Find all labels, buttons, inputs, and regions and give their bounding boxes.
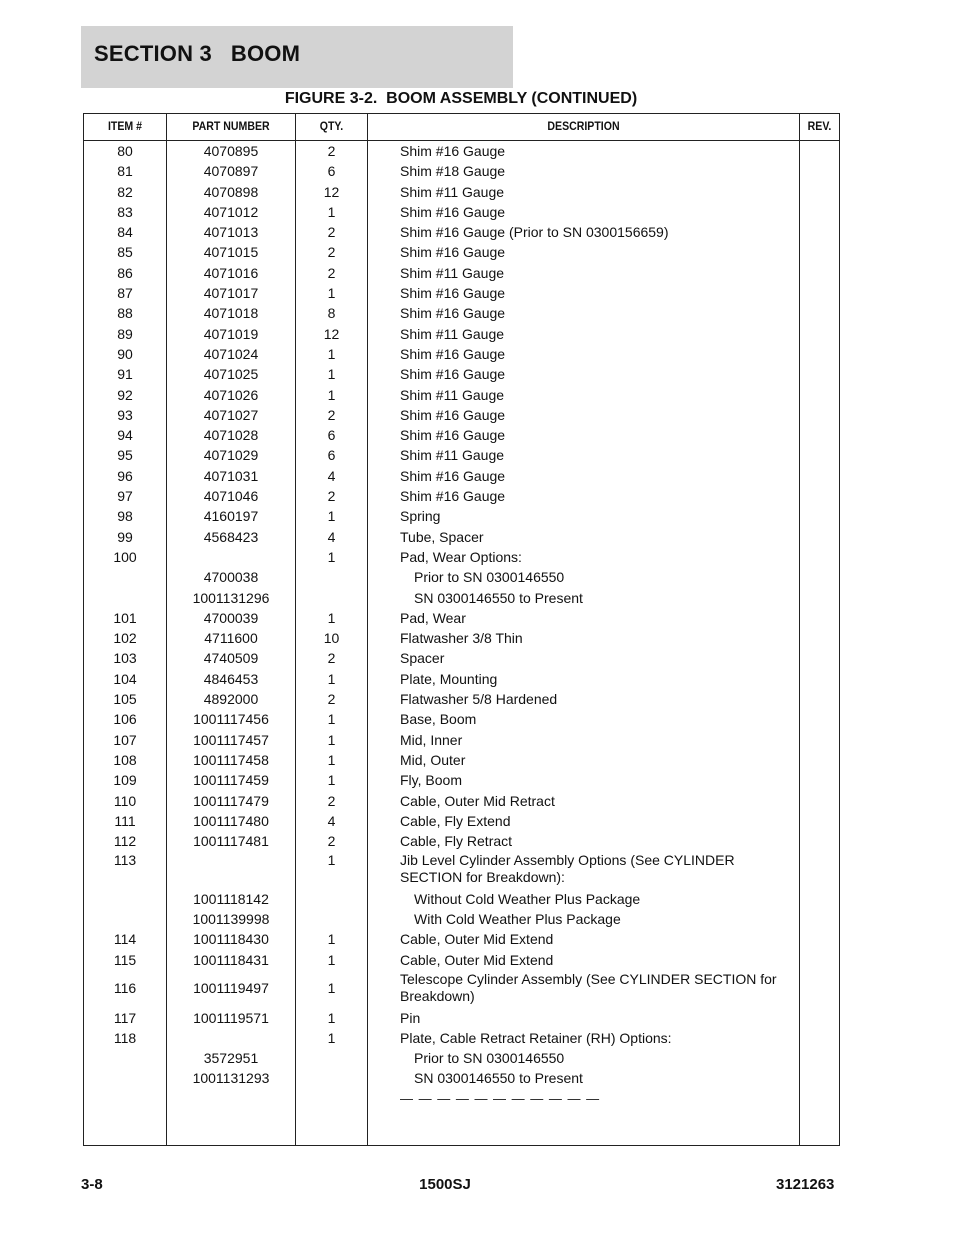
- table-row: [84, 588, 839, 608]
- table-row: [84, 889, 839, 909]
- part-number-cell: 4846453: [203, 670, 259, 687]
- description-cell: Shim #16 Gauge: [400, 305, 506, 322]
- item-number-cell: 114: [113, 931, 137, 948]
- quantity-cell: 1: [327, 345, 336, 362]
- part-number-cell: 1001117456: [193, 711, 269, 728]
- item-number-cell: 97: [117, 488, 133, 505]
- item-number-cell: 118: [113, 1029, 137, 1046]
- part-number-cell: 4160197: [203, 508, 259, 525]
- description-cell: Shim #16 Gauge: [400, 345, 506, 362]
- quantity-cell: 2: [327, 691, 336, 708]
- description-cell: Plate, Cable Retract Retainer (RH) Options:: [400, 1029, 672, 1046]
- table-row: [84, 466, 839, 486]
- table-row: [84, 851, 839, 889]
- section-title: SECTION 3 BOOM: [94, 41, 301, 66]
- quantity-cell: 1: [327, 1009, 336, 1026]
- item-number-cell: 99: [117, 528, 133, 545]
- part-number-cell: 4711600: [204, 630, 258, 647]
- item-number-cell: 109: [113, 772, 137, 789]
- item-number-cell: 98: [117, 508, 133, 525]
- item-number-cell: 85: [117, 244, 133, 261]
- part-number-cell: 4071026: [203, 386, 259, 403]
- table-row: [84, 791, 839, 811]
- quantity-cell: 1: [327, 711, 336, 728]
- part-number-cell: 1001118431: [193, 951, 269, 968]
- item-number-cell: 110: [113, 792, 137, 809]
- part-number-cell: 1001131296: [192, 589, 270, 606]
- part-number-cell: 1001117458: [193, 751, 269, 768]
- table-row: [84, 689, 839, 709]
- item-number-cell: 92: [117, 386, 133, 403]
- part-number-cell: 4071027: [203, 406, 259, 423]
- description-cell: SN 0300146550 to Present: [414, 1070, 583, 1087]
- item-number-cell: 111: [114, 812, 136, 829]
- description-cell: Shim #11 Gauge: [400, 447, 505, 464]
- quantity-cell: 1: [327, 366, 336, 383]
- model-name: 1500SJ: [419, 1176, 471, 1193]
- item-number-cell: 105: [113, 691, 137, 708]
- item-number-cell: 95: [117, 447, 133, 464]
- column-header-part-number: PART NUMBER: [192, 119, 270, 133]
- table-row: [84, 709, 839, 729]
- description-cell: SN 0300146550 to Present: [414, 589, 583, 606]
- table-row: [84, 929, 839, 949]
- description-cell: Shim #11 Gauge: [400, 325, 505, 342]
- item-number-cell: 104: [113, 670, 137, 687]
- description-cell: Cable, Fly Retract: [400, 833, 513, 850]
- end-of-list-marker: — — — — — — — — — — —: [400, 1090, 601, 1106]
- quantity-cell: 12: [323, 183, 340, 200]
- description-cell: Shim #11 Gauge: [400, 183, 505, 200]
- item-number-cell: 90: [117, 345, 133, 362]
- quantity-cell: 1: [327, 951, 336, 968]
- part-number-cell: 1001139998: [192, 911, 270, 928]
- table-row: [84, 506, 839, 526]
- quantity-cell: 1: [327, 772, 336, 789]
- item-number-cell: 86: [117, 264, 133, 281]
- quantity-cell: 1: [327, 548, 336, 565]
- table-row: [84, 303, 839, 323]
- item-number-cell: 80: [117, 143, 133, 159]
- description-cell: Pad, Wear Options:: [400, 548, 522, 565]
- description-cell: Shim #16 Gauge: [400, 406, 506, 423]
- item-number-cell: 89: [117, 325, 133, 342]
- item-number-cell: 106: [113, 711, 137, 728]
- description-cell: Mid, Inner: [400, 731, 463, 748]
- part-number-cell: 4070898: [203, 183, 259, 200]
- quantity-cell: 4: [327, 467, 336, 484]
- description-cell: Cable, Outer Mid Extend: [400, 931, 554, 948]
- quantity-cell: 4: [327, 812, 336, 829]
- part-number-cell: 1001117481: [193, 833, 269, 850]
- quantity-cell: 1: [327, 285, 336, 302]
- quantity-cell: 2: [327, 650, 336, 667]
- description-cell: Pin: [400, 1009, 421, 1026]
- table-row: [84, 283, 839, 303]
- quantity-cell: 1: [327, 751, 336, 768]
- end-of-list-row: [84, 1089, 839, 1109]
- table-row: [84, 202, 839, 222]
- part-number-cell: 3572951: [203, 1050, 259, 1067]
- description-cell: Without Cold Weather Plus Package: [414, 890, 641, 907]
- table-row: [84, 182, 839, 202]
- quantity-cell: 1: [327, 508, 336, 525]
- quantity-cell: 1: [327, 609, 336, 626]
- table-row: [84, 628, 839, 648]
- table-row: [84, 141, 839, 161]
- table-row: [84, 222, 839, 242]
- quantity-cell: 1: [327, 386, 336, 403]
- part-number-cell: 1001117479: [193, 792, 269, 809]
- part-number-cell: 4071013: [203, 224, 259, 241]
- quantity-cell: 1: [327, 203, 336, 220]
- part-number-cell: 4700038: [203, 569, 259, 586]
- item-number-cell: 107: [113, 731, 137, 748]
- figure-title: FIGURE 3-2. BOOM ASSEMBLY (CONTINUED): [284, 90, 638, 107]
- description-cell: Spacer: [400, 650, 445, 667]
- item-number-cell: 100: [113, 548, 137, 565]
- section-header-band: [81, 26, 513, 88]
- table-row: [84, 364, 839, 384]
- part-number-cell: 4071017: [203, 285, 259, 302]
- part-number-cell: 4892000: [203, 691, 259, 708]
- quantity-cell: 1: [327, 1029, 336, 1046]
- table-row: [84, 324, 839, 344]
- table-row: [84, 950, 839, 970]
- item-number-cell: 115: [113, 951, 137, 968]
- table-row: [84, 263, 839, 283]
- description-cell: Shim #16 Gauge: [400, 244, 506, 261]
- table-row: [84, 445, 839, 465]
- table-row: [84, 730, 839, 750]
- description-cell: Shim #11 Gauge: [400, 264, 505, 281]
- table-row: [84, 648, 839, 668]
- quantity-cell: 1: [327, 931, 336, 948]
- item-number-cell: 91: [117, 366, 133, 383]
- parts-table: [83, 113, 840, 1146]
- description-cell: Tube, Spacer: [400, 528, 484, 545]
- part-number-cell: 4071016: [203, 264, 259, 281]
- quantity-cell: 6: [327, 427, 336, 444]
- table-row: [84, 405, 839, 425]
- description-cell: Telescope Cylinder Assembly (See CYLINDER SECTION for Breakdown): [400, 971, 777, 1005]
- table-row: [84, 750, 839, 770]
- description-cell: Flatwasher 3/8 Thin: [400, 630, 523, 647]
- quantity-cell: 4: [327, 528, 336, 545]
- table-row: [84, 567, 839, 587]
- description-cell: Shim #16 Gauge: [400, 143, 506, 159]
- column-header-description: DESCRIPTION: [547, 119, 620, 133]
- table-body: [84, 141, 839, 1109]
- description-cell: Shim #16 Gauge: [400, 285, 506, 302]
- item-number-cell: 93: [117, 406, 133, 423]
- column-header-item: ITEM #: [107, 119, 143, 133]
- part-number-cell: 4740509: [203, 650, 259, 667]
- quantity-cell: 2: [327, 264, 336, 281]
- quantity-cell: 2: [327, 224, 336, 241]
- table-row: [84, 486, 839, 506]
- description-cell: Pad, Wear: [400, 609, 466, 626]
- item-number-cell: 103: [113, 650, 137, 667]
- quantity-cell: 2: [327, 833, 336, 850]
- part-number-cell: 4070895: [203, 143, 259, 159]
- table-row: [84, 608, 839, 628]
- table-row: [84, 909, 839, 929]
- description-cell: Prior to SN 0300146550: [414, 1050, 565, 1067]
- column-header-rev: REV.: [807, 119, 832, 133]
- table-row: [84, 242, 839, 262]
- item-number-cell: 108: [113, 751, 137, 768]
- description-cell: Cable, Outer Mid Extend: [400, 951, 554, 968]
- description-cell: Spring: [400, 508, 441, 525]
- part-number-cell: 4568423: [203, 528, 259, 545]
- description-cell: Fly, Boom: [400, 772, 462, 789]
- table-row: [84, 831, 839, 851]
- table-row: [84, 527, 839, 547]
- item-number-cell: 83: [117, 203, 133, 220]
- description-cell: Shim #18 Gauge: [400, 163, 506, 180]
- quantity-cell: 2: [327, 244, 336, 261]
- part-number-cell: 4071012: [203, 203, 259, 220]
- item-number-cell: 88: [117, 305, 133, 322]
- part-number-cell: 1001118430: [193, 931, 269, 948]
- column-header-qty: QTY.: [319, 119, 344, 133]
- quantity-cell: 2: [327, 488, 336, 505]
- quantity-cell: 1: [327, 852, 336, 869]
- table-row: [84, 344, 839, 364]
- part-number-cell: 4700039: [203, 609, 259, 626]
- quantity-cell: 6: [327, 163, 336, 180]
- part-number-cell: 4071031: [203, 467, 259, 484]
- item-number-cell: 117: [113, 1009, 137, 1026]
- table-row: [84, 547, 839, 567]
- part-number-cell: 1001117457: [193, 731, 269, 748]
- description-cell: Base, Boom: [400, 711, 477, 728]
- part-number-cell: 4071019: [203, 325, 259, 342]
- item-number-cell: 82: [117, 183, 133, 200]
- quantity-cell: 2: [327, 143, 336, 159]
- part-number-cell: 1001117480: [193, 812, 269, 829]
- item-number-cell: 112: [113, 833, 137, 850]
- description-cell: Cable, Outer Mid Retract: [400, 792, 555, 809]
- part-number-cell: 4071046: [203, 488, 259, 505]
- table-row: [84, 425, 839, 445]
- part-number-cell: 1001119497: [193, 980, 269, 997]
- part-number-cell: 4071024: [203, 345, 259, 362]
- item-number-cell: 102: [113, 630, 137, 647]
- item-number-cell: 84: [117, 224, 133, 241]
- part-number-cell: 1001131293: [192, 1070, 270, 1087]
- table-row: [84, 1008, 839, 1028]
- manual-number: 3121263: [776, 1176, 835, 1193]
- table-row: [84, 770, 839, 790]
- part-number-cell: 4071018: [203, 305, 259, 322]
- quantity-cell: 1: [327, 670, 336, 687]
- part-number-cell: 1001119571: [193, 1009, 269, 1026]
- quantity-cell: 1: [327, 980, 336, 997]
- description-cell: With Cold Weather Plus Package: [414, 911, 621, 928]
- item-number-cell: 81: [117, 163, 133, 180]
- page-number: 3-8: [81, 1176, 103, 1193]
- part-number-cell: 4071015: [203, 244, 259, 261]
- table-row: [84, 161, 839, 181]
- table-row: [84, 385, 839, 405]
- part-number-cell: 4071028: [203, 427, 259, 444]
- table-row: [84, 669, 839, 689]
- table-row: [84, 1028, 839, 1048]
- description-cell: Shim #11 Gauge: [400, 386, 505, 403]
- quantity-cell: 6: [327, 447, 336, 464]
- description-cell: Flatwasher 5/8 Hardened: [400, 691, 558, 708]
- part-number-cell: 1001118142: [193, 890, 269, 907]
- quantity-cell: 2: [327, 406, 336, 423]
- item-number-cell: 87: [117, 285, 133, 302]
- item-number-cell: 101: [113, 609, 137, 626]
- quantity-cell: 8: [327, 305, 336, 322]
- item-number-cell: 96: [117, 467, 133, 484]
- description-cell: Shim #16 Gauge: [400, 427, 506, 444]
- table-row: [84, 811, 839, 831]
- table-row: [84, 1048, 839, 1068]
- table-row: [84, 970, 839, 1008]
- description-cell: Shim #16 Gauge: [400, 488, 506, 505]
- description-cell: Jib Level Cylinder Assembly Options (See CYLINDER SECTION for Breakdown):: [400, 852, 735, 886]
- quantity-cell: 12: [323, 325, 340, 342]
- part-number-cell: 1001117459: [193, 772, 269, 789]
- part-number-cell: 4070897: [203, 163, 259, 180]
- part-number-cell: 4071029: [203, 447, 259, 464]
- description-cell: Cable, Fly Extend: [400, 812, 511, 829]
- part-number-cell: 4071025: [203, 366, 259, 383]
- item-number-cell: 94: [117, 427, 133, 444]
- description-cell: Shim #16 Gauge: [400, 366, 506, 383]
- quantity-cell: 2: [327, 792, 336, 809]
- item-number-cell: 116: [113, 980, 137, 997]
- item-number-cell: 113: [113, 852, 137, 869]
- description-cell: Plate, Mounting: [400, 670, 498, 687]
- quantity-cell: 1: [327, 731, 336, 748]
- description-cell: Mid, Outer: [400, 751, 466, 768]
- description-cell: Shim #16 Gauge: [400, 467, 506, 484]
- description-cell: Shim #16 Gauge (Prior to SN 0300156659): [400, 224, 669, 241]
- description-cell: Prior to SN 0300146550: [414, 569, 565, 586]
- description-cell: Shim #16 Gauge: [400, 203, 506, 220]
- quantity-cell: 10: [323, 630, 340, 647]
- table-row: [84, 1068, 839, 1088]
